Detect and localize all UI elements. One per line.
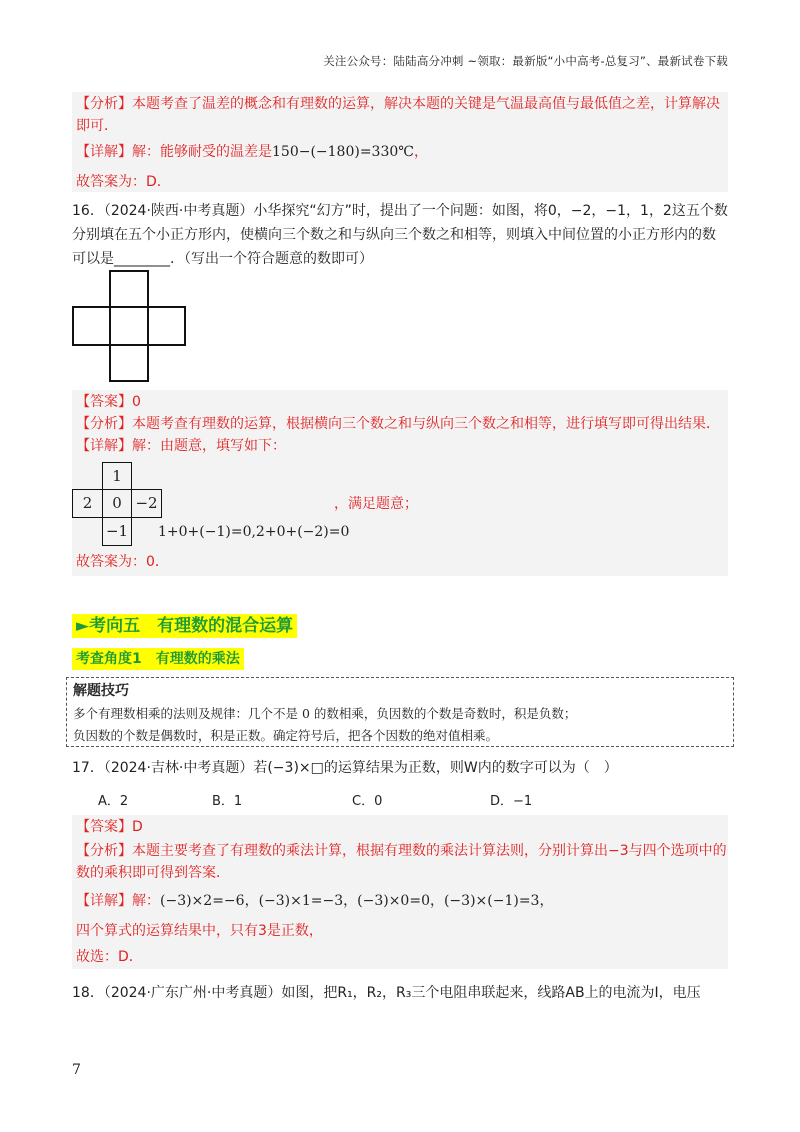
cross-cell-left (72, 306, 111, 346)
q17-conclusion: 故选：D． (76, 949, 143, 965)
q15-analysis-cont: 即可． (76, 118, 118, 134)
cross-cell-bottom (109, 344, 149, 382)
q17-option-b: B．1 (212, 794, 243, 809)
grid-center: 0 (102, 489, 132, 518)
q17-option-c: C．0 (352, 794, 383, 809)
q16-answer: 【答案】0 (76, 394, 141, 410)
q15-solution-block (72, 92, 728, 192)
q16-analysis: 【分析】本题考查有理数的运算，根据横向三个数之和与纵向三个数之和相等，进行填写即可得出结果． (76, 416, 720, 432)
q15-detail (76, 142, 428, 162)
q17-stem: 17．（2024·吉林·中考真题）若(−3)×□的运算结果为正数，则W内的数字可以为（ ） (72, 760, 618, 776)
q16-line2: 分别填在五个小正方形内，使横向三个数之和与纵向三个数之和相等，则填入中间位置的小正方形内的数 (72, 227, 716, 243)
q16-detail: 【详解】解：由题意，填写如下： (76, 438, 286, 454)
q17-solution-block (72, 815, 728, 969)
q17-positive-line: 四个算式的运算结果中，只有3是正数， (76, 923, 323, 939)
tips-line-2: 负因数的个数是偶数时，积是正数。确定符号后，把各个因数的绝对值相乘。 (73, 728, 499, 743)
tips-line-1: 多个有理数相乘的法则及规律：几个不是 0 的数相乘，负因数的个数是奇数时，积是负数； (73, 706, 577, 721)
grid-left: 2 (72, 489, 103, 518)
page-number: 7 (72, 1062, 81, 1078)
q17-answer: 【答案】D (76, 819, 143, 835)
q15-detail-math: 150−(−180)=330℃ (272, 144, 414, 160)
cross-cell-right (147, 306, 186, 346)
q17-analysis-2: 数的乘积即可得到答案． (76, 865, 230, 881)
tips-title: 解题技巧 (73, 683, 129, 699)
q16-conclusion: 故答案为：0． (76, 554, 169, 570)
grid-top: 1 (102, 462, 132, 490)
q17-detail (76, 891, 553, 911)
section-subheading: 考查角度1 有理数的乘法 (72, 648, 244, 670)
q17-analysis-1: 【分析】本题主要考查了有理数的乘法计算，根据有理数的乘法计算法则，分别计算出−3与四个选项中的 (76, 843, 727, 859)
q15-conclusion: 故答案为：D． (76, 174, 171, 190)
q15-analysis: 【分析】本题考查了温差的概念和有理数的运算，解决本题的关键是气温最高值与最低值之差，计算解决 (76, 96, 720, 112)
q17-detail-math: (−3)×2=−6，(−3)×1=−3，(−3)×0=0，(−3)×(−1)=3， (160, 893, 554, 909)
q16-equation: 1+0+(−1)=0,2+0+(−2)=0 (158, 524, 350, 540)
tips-box (66, 677, 734, 747)
grid-right: −2 (131, 489, 162, 518)
q15-detail-suffix: ， (413, 144, 428, 160)
q17-option-d: D．−1 (490, 794, 533, 809)
cross-cell-center (109, 306, 149, 346)
q16-filled-grid (72, 462, 162, 546)
grid-bottom: −1 (102, 517, 132, 546)
q16-line3: 可以是________．（写出一个符合题意的数即可） (72, 251, 373, 267)
q16-satisfy: ，满足题意； (334, 496, 418, 512)
q16-cross-figure (72, 270, 186, 382)
q15-detail-prefix: 【详解】解：能够耐受的温差是 (76, 144, 272, 160)
page-header: 关注公众号：陆陆高分冲刺 ~领取：最新版“小中高考-总复习”、最新试卷下载 (323, 54, 728, 68)
q17-detail-prefix: 【详解】解： (76, 893, 160, 909)
q18-stem: 18．（2024·广东广州·中考真题）如图，把R₁，R₂，R₃三个电阻串联起来，线路AB上的电流为I，电压 (72, 985, 701, 1001)
q16-solution-block (72, 390, 728, 576)
q16-line1: 16．（2024·陕西·中考真题）小华探究“幻方”时，提出了一个问题：如图，将0，−2，−1，1，2这五个数 (72, 203, 728, 219)
q17-option-a: A．2 (98, 794, 129, 809)
section-heading: ►考向五 有理数的混合运算 (72, 614, 297, 638)
cross-cell-top (109, 270, 149, 308)
